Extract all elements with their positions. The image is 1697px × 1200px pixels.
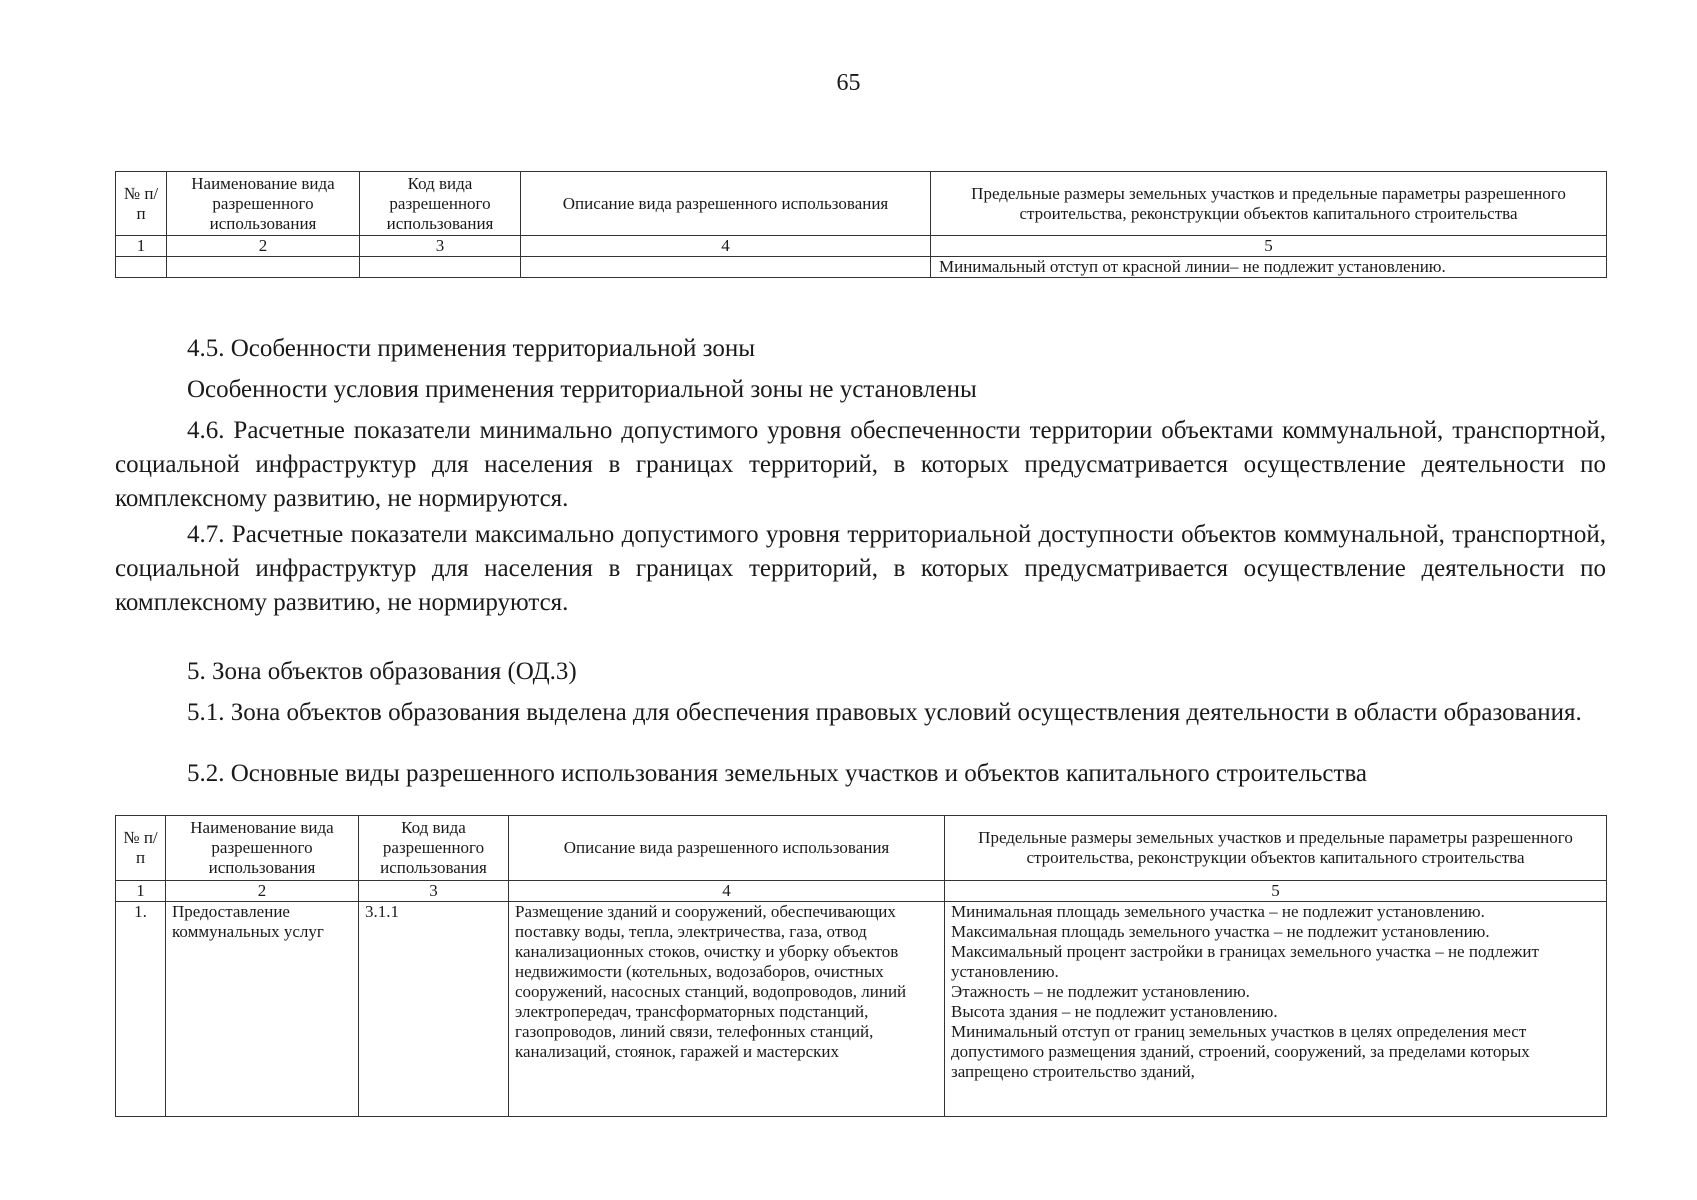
use-params [945,902,1607,1117]
column-number: 2 [166,881,359,902]
table-cell-empty [360,257,521,278]
table-cell-empty [167,257,360,278]
table-cell-empty [116,257,167,278]
page-number: 65 [836,70,861,96]
section-4-6-text: 4.6. Расчетные показатели минимально допустимого уровня обеспеченности территории объектами коммунальной, транспортной, социальной инфраструктур для населения в границах территорий, в которых предусматривается осуществление деятельности по комплексному развитию, не нормируются. [115,417,1606,512]
column-number: 3 [360,236,521,257]
table-cell-params: Минимальный отступ от красной линии– не подлежит установлению. [931,257,1607,278]
table-header-row [116,816,1607,881]
header-cell-params: Предельные размеры земельных участков и предельные параметры разрешенного строительства, реконструкции объектов капитального строительства [945,816,1607,881]
param-line: Максимальная площадь земельного участка – не подлежит установлению. [951,922,1490,941]
table-permitted-use-continued [115,171,1607,278]
param-line: Высота здания – не подлежит установлению. [951,1002,1278,1021]
header-cell-description: Описание вида разрешенного использования [521,172,931,236]
section-4-7-text: 4.7. Расчетные показатели максимально допустимого уровня территориальной доступности объектов коммунальной, транспортной, социальной инфраструктур для населения в границах территорий, в которых предусматривается осуществление деятельности по комплексному развитию, не нормируются. [115,521,1606,616]
param-line: Минимальная площадь земельного участка – не подлежит установлению. [951,902,1485,921]
column-number: 4 [521,236,931,257]
column-number: 2 [167,236,360,257]
header-cell-name: Наименование вида разрешенного использования [167,172,360,236]
section-5-2-text: 5.2. Основные виды разрешенного использования земельных участков и объектов капитального строительства [187,760,1368,787]
section-4-5-text: Особенности условия применения территориальной зоны не установлены [187,376,977,403]
param-line: Минимальный отступ от границ земельных участков в целях определения мест допустимого размещения зданий, строений, сооружений, за пределами которых запрещено строительство зданий, [951,1022,1530,1081]
section-5-1-text: 5.1. Зона объектов образования выделена для обеспечения правовых условий осуществления деятельности в области образования. [187,699,1582,726]
header-cell-description: Описание вида разрешенного использования [509,816,945,881]
header-cell-number: № п/п [116,816,166,881]
header-cell-code: Код вида разрешенного использования [360,172,521,236]
table-cell-empty [521,257,931,278]
param-line: Этажность – не подлежит установлению. [951,982,1250,1001]
table-row [116,902,1607,1117]
header-cell-name: Наименование вида разрешенного использования [166,816,359,881]
table-header-row [116,172,1607,236]
column-number: 5 [931,236,1607,257]
row-number: 1. [116,902,166,1117]
column-number: 3 [359,881,509,902]
param-line: Максимальный процент застройки в границах земельного участка – не подлежит установлению. [951,942,1539,981]
section-5-heading: 5. Зона объектов образования (ОД.3) [187,658,577,685]
use-code: 3.1.1 [359,902,509,1117]
section-4-5-heading: 4.5. Особенности применения территориальной зоны [187,335,756,362]
column-number: 1 [116,881,166,902]
header-cell-code: Код вида разрешенного использования [359,816,509,881]
column-number: 4 [509,881,945,902]
column-number: 5 [945,881,1607,902]
table-row [116,257,1607,278]
column-number-row [116,236,1607,257]
column-number: 1 [116,236,167,257]
header-cell-number: № п/п [116,172,167,236]
table-main-permitted-use [115,815,1607,1117]
use-name: Предоставление коммунальных услуг [166,902,359,1117]
column-number-row [116,881,1607,902]
use-description: Размещение зданий и сооружений, обеспечивающих поставку воды, тепла, электричества, газа, отвод канализационных стоков, очистку и уборку объектов недвижимости (котельных, водозаборов, очистных сооружений, насосных станций, водопроводов, линий электропередач, трансформаторных подстанций, газопроводов, линий связи, телефонных станций, канализаций, стоянок, гаражей и мастерских [509,902,945,1117]
header-cell-params: Предельные размеры земельных участков и предельные параметры разрешенного строительства, реконструкции объектов капитального строительства [931,172,1607,236]
